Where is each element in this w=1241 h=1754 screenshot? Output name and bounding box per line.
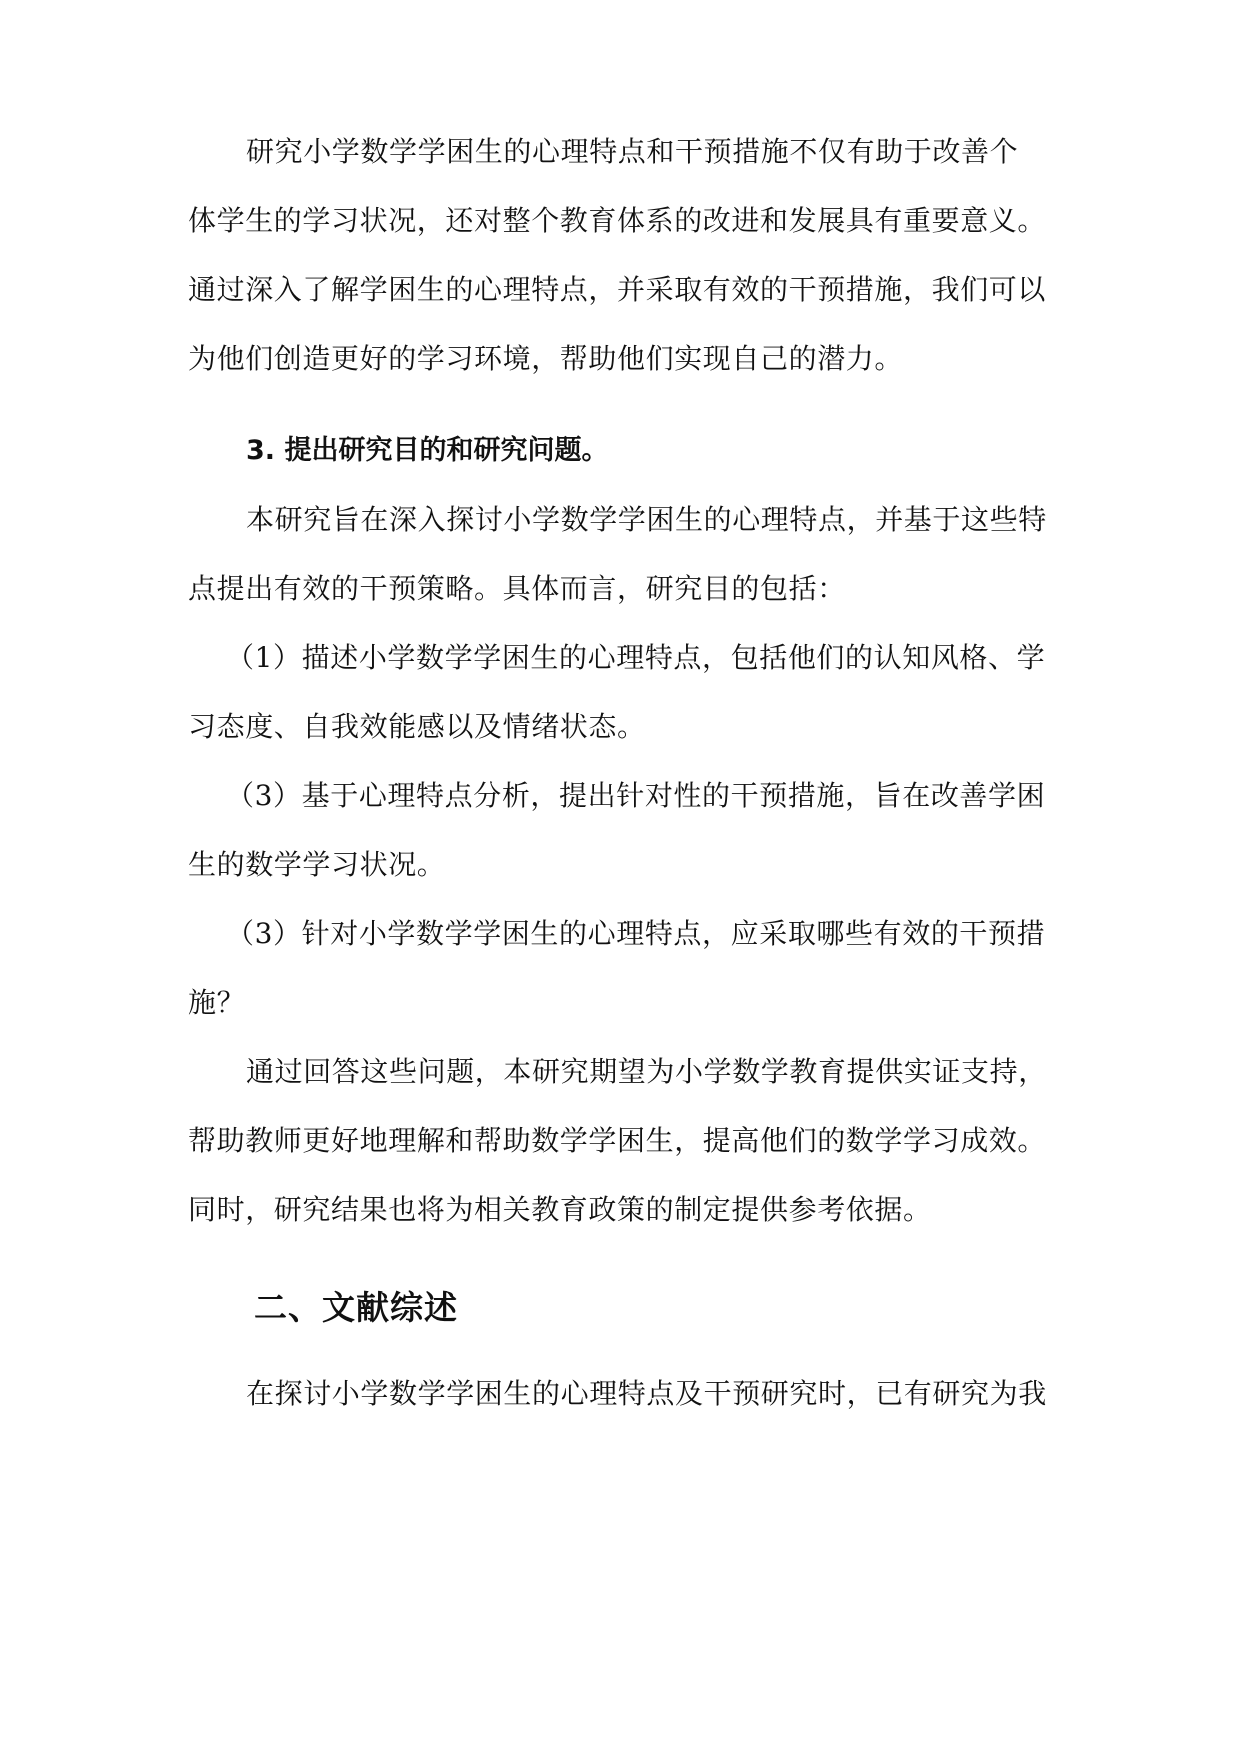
list-item-2-line-1: （3）基于心理特点分析，提出针对性的干预措施，旨在改善学困 [226,779,1046,812]
paragraph-review-line-1: 在探讨小学数学学困生的心理特点及干预研究时，已有研究为我 [246,1377,1047,1410]
section-2-heading: 二、文献综述 [254,1288,458,1327]
section-3-heading: 3. 提出研究目的和研究问题。 [246,435,609,466]
paragraph-conclusion-line-1: 通过回答这些问题，本研究期望为小学数学教育提供实证支持， [246,1055,1047,1088]
list-item-3-line-1: （3）针对小学数学学困生的心理特点，应采取哪些有效的干预措 [226,917,1046,950]
list-item-3-line-2: 施？ [188,986,246,1019]
paragraph-aims-line-1: 本研究旨在深入探讨小学数学学困生的心理特点，并基于这些特 [246,503,1047,536]
paragraph-intro-line-4: 为他们创造更好的学习环境，帮助他们实现自己的潜力。 [188,342,904,375]
list-item-2-line-2: 生的数学学习状况。 [188,848,446,881]
list-item-1-line-2: 习态度、自我效能感以及情绪状态。 [188,710,646,743]
paragraph-conclusion-line-2: 帮助教师更好地理解和帮助数学学困生，提高他们的数学学习成效。 [188,1124,1047,1157]
paragraph-conclusion-line-3: 同时，研究结果也将为相关教育政策的制定提供参考依据。 [188,1193,932,1226]
paragraph-intro-line-3: 通过深入了解学困生的心理特点，并采取有效的干预措施，我们可以 [188,273,1047,306]
list-item-1-line-1: （1）描述小学数学学困生的心理特点，包括他们的认知风格、学 [226,641,1046,674]
paragraph-aims-line-2: 点提出有效的干预策略。具体而言，研究目的包括： [188,572,846,605]
paragraph-intro-line-1: 研究小学数学学困生的心理特点和干预措施不仅有助于改善个 [246,135,1019,168]
paragraph-intro-line-2: 体学生的学习状况，还对整个教育体系的改进和发展具有重要意义。 [188,204,1047,237]
